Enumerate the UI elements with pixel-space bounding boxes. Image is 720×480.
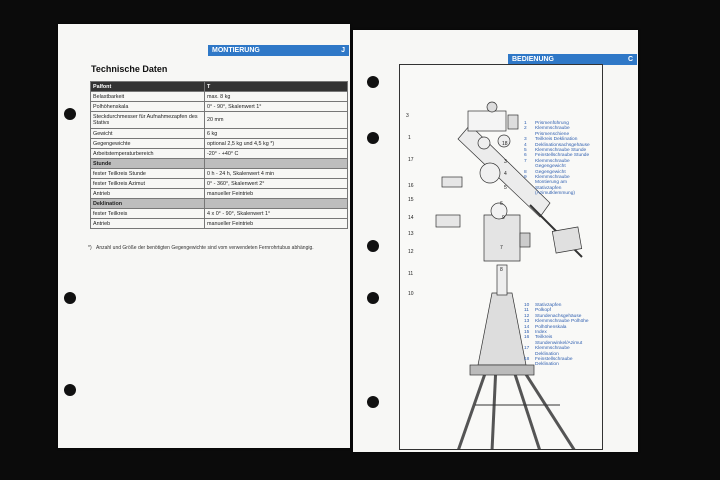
- table-header-row: [91, 82, 348, 92]
- table-row: [91, 92, 348, 102]
- table-row: [91, 189, 348, 199]
- legend-text: Gegengewicht: [535, 169, 566, 175]
- legend-text: Deklinationsachsgehäuse: [535, 142, 590, 148]
- table-row: [91, 169, 348, 179]
- legend-item: [524, 126, 593, 137]
- banner-tag: J: [341, 47, 345, 54]
- callout-number: 7: [500, 245, 503, 251]
- table-section-row: [91, 199, 348, 209]
- table-cell: Gewicht: [91, 129, 205, 139]
- table-row: [91, 149, 348, 159]
- page-bedienung: [353, 30, 638, 452]
- legend-text: Stativzapfen: [535, 303, 562, 308]
- table-cell: optional 2,5 kg und 4,5 kg *): [205, 139, 348, 149]
- table-cell: Antrieb: [91, 219, 205, 229]
- footnote-text: Anzahl und Größe der benötigten Gegengewichte sind vom verwendeten Fernrohrtubus abhängig.: [96, 245, 314, 251]
- callout-number: 15: [408, 197, 414, 203]
- table-cell: Gegengewichte: [91, 139, 205, 149]
- legend-text: Index: [535, 330, 547, 336]
- legend-number: 1: [524, 121, 527, 126]
- legend-text: Stundenachsgehäuse: [535, 313, 582, 319]
- callout-number: 12: [408, 249, 414, 255]
- table-cell: 0° - 360°, Skalenwert 2°: [205, 179, 348, 189]
- legend-number: 12: [524, 313, 530, 319]
- callout-number: 16: [408, 183, 414, 189]
- banner-tag: C: [627, 56, 633, 63]
- callout-number: 3: [504, 159, 507, 165]
- legend-text: Polhöhenskala: [535, 324, 567, 330]
- callout-number: 1: [408, 135, 411, 141]
- banner-label: BEDIENUNG: [512, 56, 555, 63]
- legend-item: [524, 357, 593, 368]
- table-cell: fester Teilkreis: [91, 209, 205, 219]
- table-cell: manueller Feintrieb: [205, 189, 348, 199]
- binder-hole: [367, 132, 379, 144]
- legend-number: 2: [524, 126, 527, 132]
- binder-hole: [64, 108, 76, 120]
- legend-number: 10: [524, 303, 530, 308]
- page-montierung: [58, 24, 350, 448]
- legend-text: Klemmschraube Gegengewicht: [535, 158, 570, 170]
- legend-number: 14: [524, 324, 530, 330]
- binder-hole: [367, 240, 379, 252]
- table-cell: 0° - 90°, Skalenwert 1°: [205, 102, 348, 112]
- callout-number: 9: [502, 215, 505, 221]
- table-cell: 4 x 0° - 90°, Skalenwert 1°: [205, 209, 348, 219]
- legend-item: [524, 335, 593, 346]
- table-cell: 20 mm: [205, 112, 348, 129]
- legend-text: Klemmschraube Montierung am Stativzapfen (Azimutklemmung): [535, 175, 575, 197]
- legend-number: 16: [524, 335, 530, 341]
- legend-text: Feinstellschraube Deklination: [535, 357, 573, 368]
- table-cell: [205, 159, 348, 169]
- page-title: Technische Daten: [91, 64, 168, 74]
- legend-bottom: [524, 303, 593, 368]
- callout-number: 14: [408, 215, 414, 221]
- table-cell: Arbeitstemperaturbereich: [91, 149, 205, 159]
- table-row: [91, 129, 348, 139]
- legend-number: 6: [524, 153, 527, 159]
- legend-number: 17: [524, 346, 530, 352]
- legend-text: Klemmschraube Polhöhe: [535, 319, 589, 325]
- legend-text: Klemmschraube Stunde: [535, 148, 587, 154]
- footnote: [88, 244, 323, 252]
- binder-hole: [367, 76, 379, 88]
- legend-text: Prismenführung: [535, 121, 569, 126]
- legend-number: 15: [524, 330, 530, 336]
- table-cell: Antrieb: [91, 189, 205, 199]
- legend-number: 3: [524, 137, 527, 143]
- table-row: [91, 209, 348, 219]
- table-header-cell: T: [205, 82, 348, 92]
- table-row: [91, 102, 348, 112]
- legend-number: 13: [524, 319, 530, 325]
- callout-number: 18: [502, 141, 508, 147]
- callout-number: 11: [408, 271, 414, 277]
- table-row: [91, 179, 348, 189]
- callout-number: 6: [500, 201, 503, 207]
- table-row: [91, 139, 348, 149]
- table-cell: max. 8 kg: [205, 92, 348, 102]
- binder-hole: [367, 292, 379, 304]
- legend-item: [524, 346, 593, 357]
- table-cell: 0 h - 24 h, Skalenwert 4 min: [205, 169, 348, 179]
- legend-item: [524, 159, 593, 170]
- legend-text: Feinstellschraube Stunde: [535, 153, 590, 159]
- table-cell: -20° - +40° C: [205, 149, 348, 159]
- callout-number: 4: [504, 171, 507, 177]
- table-row: [91, 112, 348, 129]
- section-banner: [208, 45, 349, 56]
- table-cell: 6 kg: [205, 129, 348, 139]
- callout-number: 8: [500, 267, 503, 273]
- legend-number: 18: [524, 357, 530, 363]
- table-cell: fester Teilkreis Azimut: [91, 179, 205, 189]
- table-cell: Stunde: [91, 159, 205, 169]
- table-cell: Polhöhenskala: [91, 102, 205, 112]
- callout-number: 5: [504, 185, 507, 191]
- footnote-mark: *): [88, 245, 92, 251]
- table-cell: [205, 199, 348, 209]
- binder-hole: [64, 384, 76, 396]
- callout-number: 10: [408, 291, 414, 297]
- binder-hole: [64, 292, 76, 304]
- spec-table: [90, 81, 348, 229]
- legend-number: 8: [524, 169, 527, 175]
- legend-number: 11: [524, 308, 529, 314]
- legend-item: [524, 175, 593, 197]
- legend-text: Teilkreis Deklination: [535, 137, 578, 143]
- callout-number: 3: [406, 113, 409, 119]
- legend-top: [524, 121, 593, 197]
- legend-number: 7: [524, 158, 527, 164]
- table-cell: fester Teilkreis Stunde: [91, 169, 205, 179]
- legend-text: Klemmschraube Prismenschiene: [535, 126, 570, 137]
- table-cell: manueller Feintrieb: [205, 219, 348, 229]
- legend-number: 4: [524, 142, 527, 148]
- legend-number: 9: [524, 175, 527, 181]
- callout-number: 13: [408, 231, 414, 237]
- legend-text: Klemmschraube Deklination: [535, 346, 570, 357]
- legend-number: 5: [524, 148, 527, 154]
- table-cell: Steckdurchmesser für Aufnahmezapfen des Stativs: [91, 112, 205, 129]
- binder-hole: [367, 396, 379, 408]
- legend-text: Teilkreis Stundenwinkel/Azimut: [535, 335, 583, 346]
- mount-diagram: [399, 64, 603, 450]
- table-section-row: [91, 159, 348, 169]
- table-header-cell: Palfont: [91, 82, 205, 92]
- table-cell: Belastbarkeit: [91, 92, 205, 102]
- legend-text: Polkopf: [535, 308, 551, 314]
- table-row: [91, 219, 348, 229]
- banner-label: MONTIERUNG: [212, 47, 260, 54]
- table-cell: Deklination: [91, 199, 205, 209]
- callout-number: 17: [408, 157, 414, 163]
